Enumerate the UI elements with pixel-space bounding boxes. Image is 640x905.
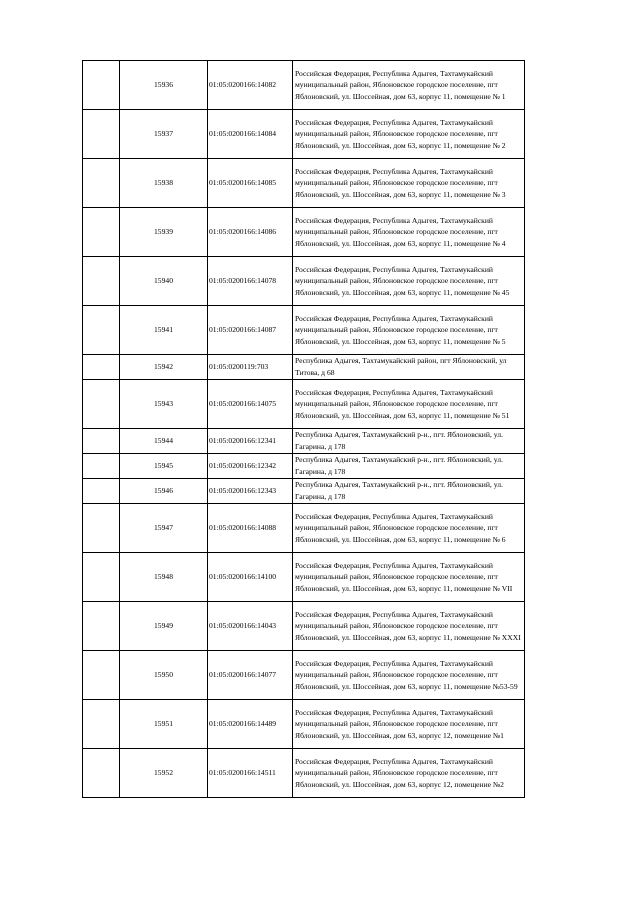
address-cell: Российская Федерация, Республика Адыгея, Тахтамукайский муниципальный район, Яблоновское городское поселение, пгт Яблоновский, ул. Шоссейная, дом 63, корпус 11, помещение № 51 <box>293 380 525 429</box>
table-row <box>83 159 525 208</box>
cadastral-number-cell: 01:05:0200166:14077 <box>208 651 293 700</box>
address-cell: Российская Федерация, Республика Адыгея, Тахтамукайский муниципальный район, Яблоновское городское поселение, пгт Яблоновский, ул. Шоссейная, дом 63, корпус 11, помещение № 5 <box>293 306 525 355</box>
record-number-cell: 15944 <box>120 429 208 454</box>
table-row <box>83 651 525 700</box>
address-cell: Российская Федерация, Республика Адыгея, Тахтамукайский муниципальный район, Яблоновское городское поселение, пгт Яблоновский, ул. Шоссейная, дом 63, корпус 11, помещение №53-59 <box>293 651 525 700</box>
table-row <box>83 602 525 651</box>
table-row <box>83 208 525 257</box>
address-cell: Республика Адыгея, Тахтамукайский р-н., пгт. Яблоновский, ул. Гагарина, д 178 <box>293 429 525 454</box>
address-cell: Российская Федерация, Республика Адыгея, Тахтамукайский муниципальный район, Яблоновское городское поселение, пгт Яблоновский, ул. Шоссейная, дом 63, корпус 11, помещение № 2 <box>293 110 525 159</box>
empty-cell <box>83 306 120 355</box>
address-cell: Российская Федерация, Республика Адыгея, Тахтамукайский муниципальный район, Яблоновское городское поселение, пгт Яблоновский, ул. Шоссейная, дом 63, корпус 11, помещение № 3 <box>293 159 525 208</box>
record-number-cell: 15936 <box>120 61 208 110</box>
empty-cell <box>83 602 120 651</box>
record-number-cell: 15939 <box>120 208 208 257</box>
empty-cell <box>83 454 120 479</box>
address-cell: Российская Федерация, Республика Адыгея, Тахтамукайский муниципальный район, Яблоновское городское поселение, пгт Яблоновский, ул. Шоссейная, дом 63, корпус 11, помещение № XXXI <box>293 602 525 651</box>
address-cell: Российская Федерация, Республика Адыгея, Тахтамукайский муниципальный район, Яблоновское городское поселение, пгт Яблоновский, ул. Шоссейная, дом 63, корпус 11, помещение № 4 <box>293 208 525 257</box>
cadastral-number-cell: 01:05:0200166:14100 <box>208 553 293 602</box>
table-row <box>83 553 525 602</box>
cadastral-number-cell: 01:05:0200166:14511 <box>208 749 293 798</box>
cadastral-number-cell: 01:05:0200166:14075 <box>208 380 293 429</box>
record-number-cell: 15949 <box>120 602 208 651</box>
address-cell: Российская Федерация, Республика Адыгея, Тахтамукайский муниципальный район, Яблоновское городское поселение, пгт Яблоновский, ул. Шоссейная, дом 63, корпус 12, помещение №1 <box>293 700 525 749</box>
cadastral-number-cell: 01:05:0200166:14078 <box>208 257 293 306</box>
empty-cell <box>83 355 120 380</box>
table-row <box>83 61 525 110</box>
record-number-cell: 15941 <box>120 306 208 355</box>
table-row <box>83 700 525 749</box>
record-number-cell: 15937 <box>120 110 208 159</box>
record-number-cell: 15947 <box>120 504 208 553</box>
record-number-cell: 15942 <box>120 355 208 380</box>
address-cell: Российская Федерация, Республика Адыгея, Тахтамукайский муниципальный район, Яблоновское городское поселение, пгт Яблоновский, ул. Шоссейная, дом 63, корпус 12, помещение №2 <box>293 749 525 798</box>
cadastral-number-cell: 01:05:0200166:14489 <box>208 700 293 749</box>
record-number-cell: 15943 <box>120 380 208 429</box>
record-number-cell: 15946 <box>120 479 208 504</box>
address-cell: Республика Адыгея, Тахтамукайский р-н., пгт. Яблоновский, ул. Гагарина, д 178 <box>293 479 525 504</box>
record-number-cell: 15940 <box>120 257 208 306</box>
cadastral-number-cell: 01:05:0200119:703 <box>208 355 293 380</box>
empty-cell <box>83 504 120 553</box>
empty-cell <box>83 208 120 257</box>
cadastral-number-cell: 01:05:0200166:14085 <box>208 159 293 208</box>
empty-cell <box>83 257 120 306</box>
record-number-cell: 15950 <box>120 651 208 700</box>
table-row <box>83 454 525 479</box>
address-cell: Республика Адыгея, Тахтамукайский р-н., пгт. Яблоновский, ул. Гагарина, д 178 <box>293 454 525 479</box>
table-row <box>83 257 525 306</box>
address-cell: Российская Федерация, Республика Адыгея, Тахтамукайский муниципальный район, Яблоновское городское поселение, пгт Яблоновский, ул. Шоссейная, дом 63, корпус 11, помещение № 1 <box>293 61 525 110</box>
empty-cell <box>83 749 120 798</box>
address-cell: Российская Федерация, Республика Адыгея, Тахтамукайский муниципальный район, Яблоновское городское поселение, пгт Яблоновский, ул. Шоссейная, дом 63, корпус 11, помещение № VII <box>293 553 525 602</box>
record-number-cell: 15938 <box>120 159 208 208</box>
cadastral-number-cell: 01:05:0200166:14087 <box>208 306 293 355</box>
table-row <box>83 306 525 355</box>
empty-cell <box>83 61 120 110</box>
cadastral-number-cell: 01:05:0200166:14082 <box>208 61 293 110</box>
table-row <box>83 380 525 429</box>
cadastral-number-cell: 01:05:0200166:12342 <box>208 454 293 479</box>
record-number-cell: 15951 <box>120 700 208 749</box>
record-number-cell: 15948 <box>120 553 208 602</box>
table-row <box>83 479 525 504</box>
cadastral-number-cell: 01:05:0200166:12343 <box>208 479 293 504</box>
cadastral-number-cell: 01:05:0200166:14086 <box>208 208 293 257</box>
table-row <box>83 110 525 159</box>
address-cell: Российская Федерация, Республика Адыгея, Тахтамукайский муниципальный район, Яблоновское городское поселение, пгт Яблоновский, ул. Шоссейная, дом 63, корпус 11, помещение № 6 <box>293 504 525 553</box>
empty-cell <box>83 553 120 602</box>
cadastral-number-cell: 01:05:0200166:14084 <box>208 110 293 159</box>
empty-cell <box>83 651 120 700</box>
record-number-cell: 15952 <box>120 749 208 798</box>
property-table <box>82 60 525 798</box>
cadastral-number-cell: 01:05:0200166:14088 <box>208 504 293 553</box>
empty-cell <box>83 700 120 749</box>
table-body <box>83 61 525 798</box>
empty-cell <box>83 159 120 208</box>
address-cell: Российская Федерация, Республика Адыгея, Тахтамукайский муниципальный район, Яблоновское городское поселение, пгт Яблоновский, ул. Шоссейная, дом 63, корпус 11, помещение № 45 <box>293 257 525 306</box>
empty-cell <box>83 479 120 504</box>
table-row <box>83 749 525 798</box>
table-row <box>83 504 525 553</box>
empty-cell <box>83 380 120 429</box>
table-row <box>83 429 525 454</box>
table-row <box>83 355 525 380</box>
cadastral-number-cell: 01:05:0200166:14043 <box>208 602 293 651</box>
cadastral-number-cell: 01:05:0200166:12341 <box>208 429 293 454</box>
empty-cell <box>83 110 120 159</box>
address-cell: Республика Адыгея, Тахтамукайский район, пгт Яблоновский, ул Титова, д 68 <box>293 355 525 380</box>
empty-cell <box>83 429 120 454</box>
record-number-cell: 15945 <box>120 454 208 479</box>
